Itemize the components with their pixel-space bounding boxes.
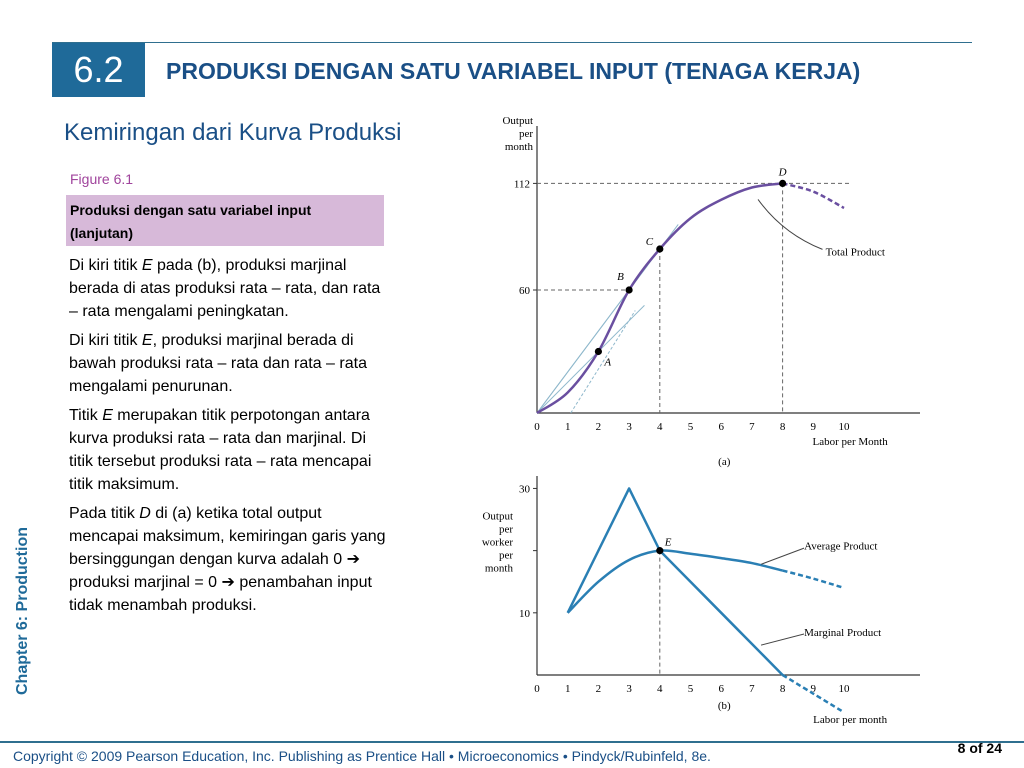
x-tick-label-a: 7	[749, 421, 755, 433]
marginal-product-curve-dashed	[783, 675, 844, 712]
point-label-a: A	[604, 356, 612, 369]
y-label-b: Output	[482, 510, 513, 523]
point-label-b: B	[617, 271, 624, 283]
paragraph-3: Titik E merupakan titik perpotongan antara kurva produksi rata – rata dan marjinal. Di titik tersebut produksi rata – rata mencapai titik maksimum.	[69, 407, 372, 493]
point-label-c: C	[645, 236, 654, 248]
x-tick-label-a: 0	[534, 421, 540, 433]
figure-caption-line2: (lanjutan)	[70, 225, 133, 241]
figure-caption-line1: Produksi dengan satu variabel input	[70, 202, 312, 218]
point-a	[595, 348, 602, 355]
point-d	[779, 180, 786, 187]
point-label-d: D	[778, 166, 787, 179]
page-number: 8 of 24	[957, 740, 1002, 756]
x-tick-label-b: 2	[595, 683, 602, 695]
tangent-a	[571, 311, 635, 414]
average-product-curve	[568, 550, 783, 612]
paragraph-1: Di kiri titik E pada (b), produksi marjinal berada di atas produksi rata – rata, dan rata – rata mengalami peningkatan.	[69, 257, 381, 320]
x-tick-label-a: 9	[810, 421, 817, 433]
x-tick-label-a: 10	[838, 421, 850, 433]
production-figure	[460, 108, 920, 733]
x-label-b: Labor per month	[813, 714, 888, 726]
x-label-a: Labor per Month	[812, 436, 888, 448]
x-tick-label-b: 6	[718, 683, 724, 695]
x-tick-label-a: 1	[564, 421, 571, 433]
point-b	[626, 286, 633, 293]
point-label-e: E	[664, 536, 672, 549]
x-tick-label-b: 4	[657, 683, 663, 695]
average-product-label: Average Product	[804, 540, 878, 553]
slide-subtitle: Kemiringan dari Kurva Produksi	[64, 119, 402, 146]
point-c	[656, 245, 663, 252]
y-label-a: Output	[502, 115, 533, 127]
marginal-product-label: Marginal Product	[804, 626, 882, 639]
ray-a	[537, 305, 644, 413]
x-tick-label-b: 0	[534, 683, 540, 695]
x-tick-label-a: 2	[595, 421, 602, 433]
x-tick-label-a: 5	[687, 421, 694, 433]
y-tick-label-a: 112	[513, 178, 530, 191]
average-product-curve-dashed	[783, 571, 844, 588]
arrow-icon: ➔	[221, 574, 235, 591]
header-rule	[52, 42, 972, 43]
section-number: 6.2	[52, 43, 145, 97]
paragraph-2: Di kiri titik E, produksi marjinal berada di bawah produksi rata – rata dan rata – rata mengalami penurunan.	[69, 332, 367, 395]
y-tick-label-a: 60	[519, 285, 530, 297]
total-product-curve-dashed	[783, 183, 844, 208]
y-label-b: worker	[481, 536, 513, 549]
x-tick-label-b: 10	[838, 683, 850, 695]
y-tick-label-b: 10	[519, 607, 530, 620]
marginal-product-pointer	[761, 634, 804, 645]
x-tick-label-b: 8	[779, 683, 786, 695]
x-tick-label-a: 4	[657, 421, 663, 433]
x-tick-label-b: 9	[810, 683, 817, 695]
y-label-a: per	[518, 128, 533, 140]
point-e	[656, 547, 663, 554]
y-label-a: month	[504, 141, 533, 153]
slide-title: PRODUKSI DENGAN SATU VARIABEL INPUT (TENAGA KERJA)	[166, 58, 861, 84]
panel-label-a: (a)	[718, 456, 731, 468]
chapter-label: Chapter 6: Production	[14, 526, 31, 696]
arrow-icon: ➔	[346, 551, 360, 568]
marginal-product-curve	[660, 551, 783, 675]
x-tick-label-a: 6	[718, 421, 724, 433]
x-tick-label-b: 1	[564, 683, 571, 695]
y-label-b: per	[498, 549, 513, 562]
chapter-sidebar	[10, 506, 36, 716]
x-tick-label-a: 3	[626, 421, 632, 433]
average-product-pointer	[761, 548, 804, 564]
y-label-b: month	[484, 562, 513, 575]
footer-copyright: Copyright © 2009 Pearson Education, Inc. Publishing as Prentice Hall • Microeconomics • Pindyck/Rubinfeld, 8e.	[13, 748, 711, 764]
marginal-product-rising	[568, 488, 660, 612]
total-product-pointer	[758, 199, 822, 249]
panel-label-b: (b)	[717, 700, 731, 712]
figure-caption	[66, 195, 384, 246]
x-tick-label-b: 3	[626, 683, 632, 695]
total-product-label: Total Product	[825, 246, 886, 259]
footer-rule	[0, 741, 1024, 743]
body-text	[69, 254, 387, 623]
x-tick-label-b: 5	[687, 683, 694, 695]
y-tick-label-b: 30	[519, 483, 530, 496]
y-label-b: per	[498, 523, 513, 536]
figure-label: Figure 6.1	[70, 171, 134, 187]
paragraph-4: Pada titik D di (a) ketika total output mencapai maksimum, kemiringan garis yang bersinggungan dengan kurva adalah 0 ➔ produksi marjinal = 0 ➔ penambahan input tidak menambah produksi.	[69, 505, 386, 614]
x-tick-label-b: 7	[749, 683, 755, 695]
x-tick-label-a: 8	[779, 421, 786, 433]
